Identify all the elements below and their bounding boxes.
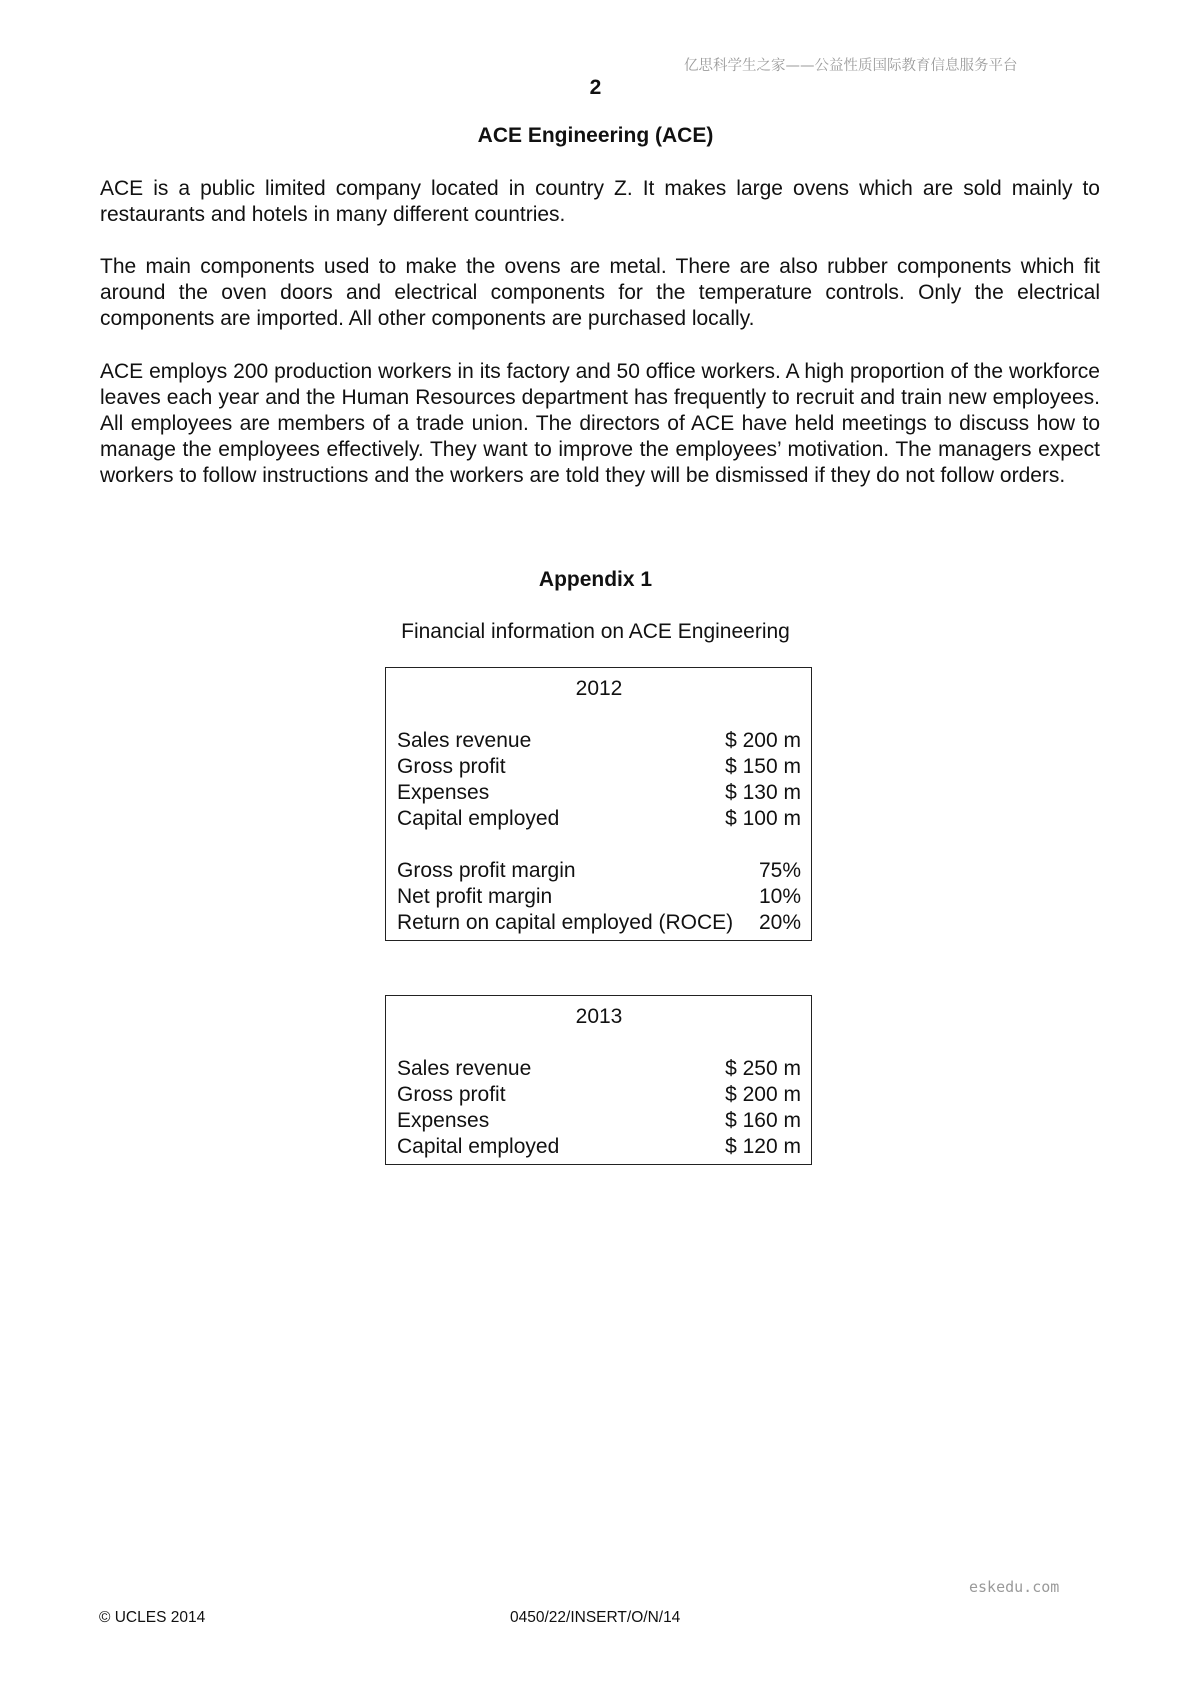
paragraph-employees: ACE employs 200 production workers in its factory and 50 office workers. A high proportion of the workforce leaves each year and the Human Resources department has frequently to recruit and train new employees. All employees are members of a trade union. The directors of ACE have held meetings to discuss how to manage the employees effectively. They want to improve the employees’ motivation. The managers expect workers to follow instructions and the workers are told they will be dismissed if they do not follow orders. bbox=[100, 360, 1100, 487]
table-row bbox=[397, 884, 801, 910]
table-row bbox=[397, 780, 801, 806]
table-row bbox=[397, 806, 801, 832]
appendix-subtitle: Financial information on ACE Engineering bbox=[401, 620, 790, 643]
row-value: $ 200 m bbox=[725, 729, 801, 752]
watermark-footer: eskedu.com bbox=[969, 1578, 1060, 1596]
row-label: Sales revenue bbox=[397, 729, 532, 752]
row-value: 20% bbox=[758, 911, 801, 934]
row-label: Expenses bbox=[397, 1109, 490, 1132]
row-value: $ 160 m bbox=[725, 1109, 801, 1132]
row-label: Sales revenue bbox=[397, 1057, 532, 1080]
table-row bbox=[397, 728, 801, 754]
table-row bbox=[397, 1134, 801, 1160]
document-title: ACE Engineering (ACE) bbox=[477, 124, 714, 147]
row-value: $ 100 m bbox=[725, 807, 801, 830]
row-value: $ 120 m bbox=[725, 1135, 801, 1158]
paragraph-company-overview: ACE is a public limited company located in country Z. It makes large ovens which are sold mainly to restaurants and hotels in many different countries. bbox=[100, 177, 1100, 226]
appendix-heading: Appendix 1 bbox=[538, 568, 653, 591]
footer-document-code: 0450/22/INSERT/O/N/14 bbox=[510, 1609, 681, 1626]
table-row bbox=[397, 910, 801, 936]
row-label: Capital employed bbox=[397, 1135, 560, 1158]
row-value: $ 200 m bbox=[725, 1083, 801, 1106]
row-value: $ 130 m bbox=[725, 781, 801, 804]
table-year: 2012 bbox=[575, 677, 623, 700]
financial-table-2013 bbox=[385, 995, 812, 1165]
table-row bbox=[397, 1082, 801, 1108]
row-label: Gross profit bbox=[397, 755, 506, 778]
row-label: Expenses bbox=[397, 781, 490, 804]
table-row bbox=[397, 1108, 801, 1134]
table-row bbox=[397, 1056, 801, 1082]
row-label: Return on capital employed (ROCE) bbox=[397, 911, 734, 934]
footer-copyright: © UCLES 2014 bbox=[99, 1609, 206, 1626]
row-value: 75% bbox=[758, 859, 801, 882]
row-value: $ 150 m bbox=[725, 755, 801, 778]
table-row bbox=[397, 754, 801, 780]
row-label: Net profit margin bbox=[397, 885, 553, 908]
row-value: 10% bbox=[758, 885, 801, 908]
row-value: $ 250 m bbox=[725, 1057, 801, 1080]
row-label: Capital employed bbox=[397, 807, 560, 830]
watermark-header: 亿思科学生之家——公益性质国际教育信息服务平台 bbox=[684, 58, 1018, 74]
financial-table-2012 bbox=[385, 667, 812, 941]
row-label: Gross profit bbox=[397, 1083, 506, 1106]
row-label: Gross profit margin bbox=[397, 859, 576, 882]
table-row bbox=[397, 858, 801, 884]
paragraph-components: The main components used to make the ovens are metal. There are also rubber components which fit around the oven doors and electrical components for the temperature controls. Only the electrical components are imported. All other components are purchased locally. bbox=[100, 255, 1100, 330]
row-spacer bbox=[397, 832, 801, 858]
page-number: 2 bbox=[589, 76, 602, 99]
table-year: 2013 bbox=[575, 1005, 623, 1028]
